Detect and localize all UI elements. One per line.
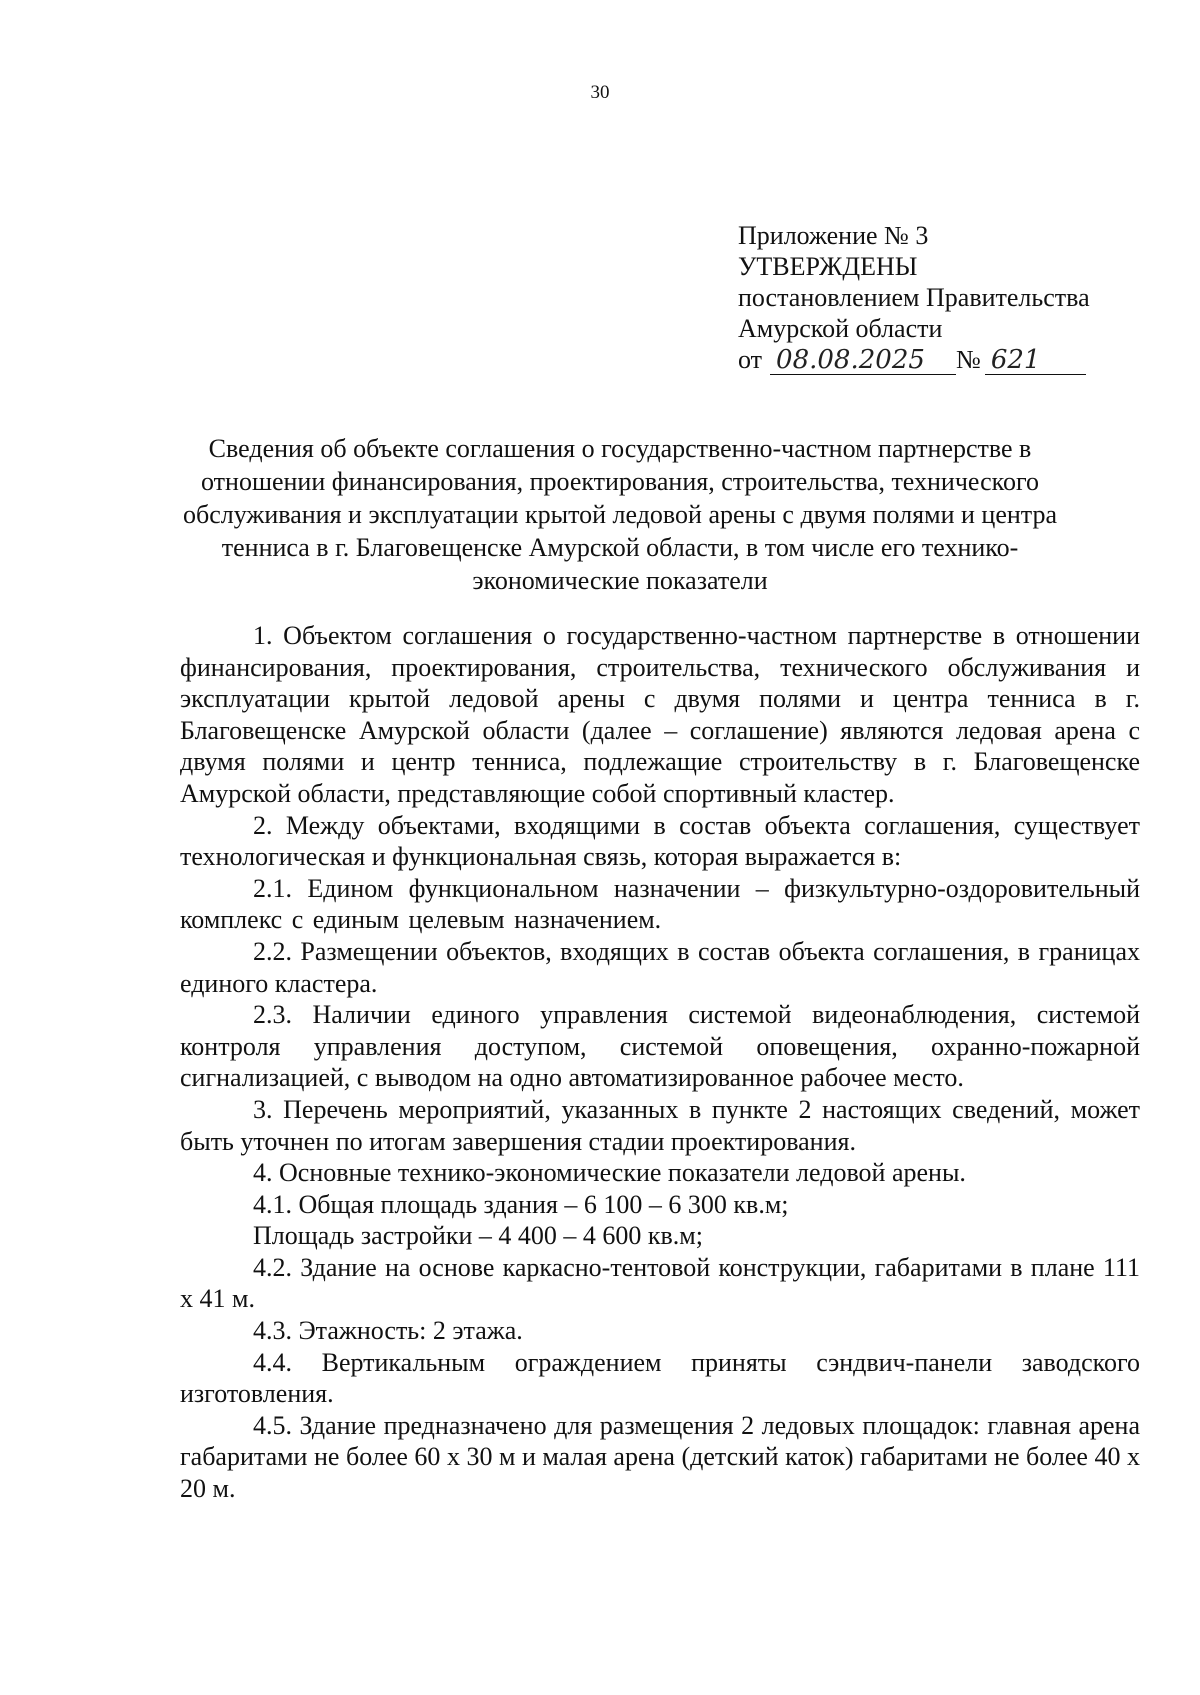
approval-stamp <box>738 220 1138 375</box>
paragraph-4-4: 4.4. Вертикальным ограждением приняты сэндвич-панели заводского изготовления. <box>180 1347 1140 1409</box>
paragraph-4-2: 4.2. Здание на основе каркасно-тентовой конструкции, габаритами в плане 111 х 41 м. <box>180 1252 1140 1314</box>
paragraph-4-1-build-area: Площадь застройки – 4 400 – 4 600 кв.м; <box>253 1221 703 1251</box>
handwritten-date: 08.08.2025 <box>770 346 956 375</box>
number-prefix: № <box>956 345 981 374</box>
paragraph-2-1: 2.1. Едином функциональном назначении – физкультурно-оздоровительный комплекс с единым целевым назначением. <box>180 873 1140 935</box>
approval-authority: постановлением Правительства <box>738 283 1090 312</box>
document-body <box>180 620 1140 1505</box>
paragraph-4-5: 4.5. Здание предназначено для размещения 2 ледовых площадок: главная арена габаритами не более 60 х 30 м и малая арена (детский каток) габаритами не более 40 х 20 м. <box>180 1410 1140 1504</box>
paragraph-4-3: 4.3. Этажность: 2 этажа. <box>253 1316 523 1346</box>
date-prefix: от <box>738 345 763 374</box>
appendix-label: Приложение № 3 <box>738 221 929 250</box>
paragraph-2: 2. Между объектами, входящими в состав объекта соглашения, существует технологическая и функциональная связь, которая выражается в: <box>180 810 1140 872</box>
approval-region: Амурской области <box>738 314 943 343</box>
paragraph-2-3: 2.3. Наличии единого управления системой видеонаблюдения, системой контроля управления доступом, системой оповещения, охранно-пожарной сигнализацией, с выводом на одно автоматизированное рабочее место. <box>180 1000 1140 1093</box>
page-number: 30 <box>590 82 610 103</box>
paragraph-3: 3. Перечень мероприятий, указанных в пункте 2 настоящих сведений, может быть уточнен по итогам завершения стадии проектирования. <box>180 1094 1140 1156</box>
handwritten-number: 621 <box>985 346 1086 375</box>
document-title: Сведения об объекте соглашения о государственно-частном партнерстве в отношении финансирования, проектирования, строительства, технического обслуживания и эксплуатации крытой ледовой арены с двумя полями и центра тенниса в г. Благовещенске Амурской области, в том числе его технико-экономические показатели <box>182 434 1058 595</box>
date-number-row <box>738 344 1138 375</box>
approved-label: УТВЕРЖДЕНЫ <box>738 252 918 281</box>
paragraph-4-1: 4.1. Общая площадь здания – 6 100 – 6 300 кв.м; <box>253 1189 789 1219</box>
paragraph-4: 4. Основные технико-экономические показатели ледовой арены. <box>253 1158 966 1188</box>
paragraph-2-2: 2.2. Размещении объектов, входящих в состав объекта соглашения, в границах единого кластера. <box>180 936 1140 998</box>
paragraph-1: 1. Объектом соглашения о государственно-частном партнерстве в отношении финансирования, проектирования, строительства, технического обслуживания и эксплуатации крытой ледовой арены с двумя полями и центра тенниса в г. Благовещенске Амурской области (далее – соглашение) являются ледовая арена с двумя полями и центр тенниса, подлежащие строительству в г. Благовещенске Амурской области, представляющие собой спортивный кластер. <box>180 621 1140 808</box>
